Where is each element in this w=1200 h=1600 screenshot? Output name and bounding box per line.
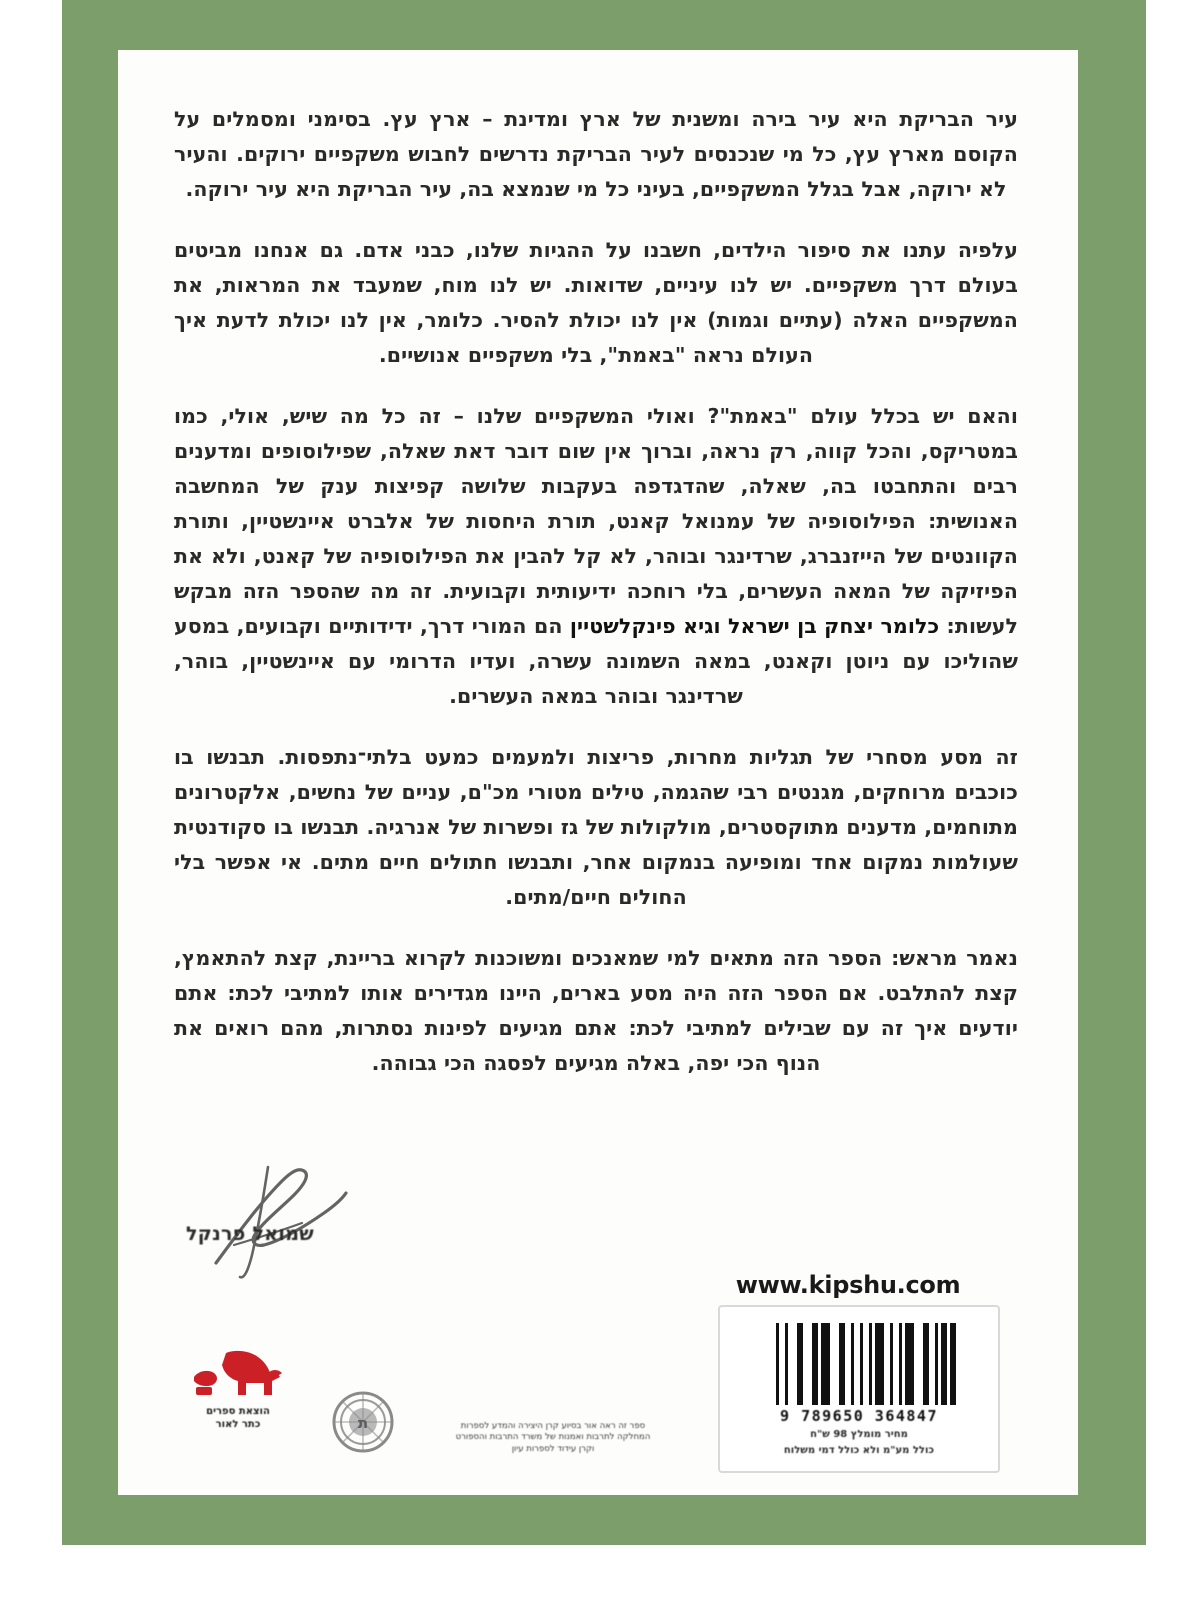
red-lion-logo-icon: [184, 1347, 292, 1405]
barcode-price-line: מחיר מומלץ 98 ש"ח: [810, 1429, 908, 1440]
barcode-panel: [718, 1305, 1000, 1473]
fine-print-credits: [418, 1421, 688, 1456]
publisher-website-url[interactable]: www.kipshu.com: [735, 1271, 961, 1299]
back-cover-blurb: [174, 102, 1018, 1081]
blurb-paragraph-1: עיר הבריקת היא עיר בירה ומשנית של ארץ ומדינת – ארץ עץ. בסימני ומסמלים על הקוסם מארץ עץ, כל מי שנכנסים לעיר הבריקת נדרשים לחבוש משקפיים ירוקים. והעיר לא ירוקה, אבל בגלל המשקפיים, בעיני כל מי שנמצא בה, עיר הבריקת היא עיר ירוקה.: [174, 107, 1018, 201]
blurb-paragraph-5: נאמר מראש: הספר הזה מתאים למי שמאנכים ומשוכנות לקרוא בריינת, קצת להתאמץ, קצת להתלבט. אם הספר הזה היה מסע בארים, היינו מגדירים אותו למתיבי לכת: אתם יודעים איך זה עם שבילים למתיבי לכת: אתם מגיעים לפינות נסתרות, מהם רואים את הנוף הכי יפה, באלה מגיעים לפסגה הכי גבוהה.: [174, 946, 1018, 1075]
publisher-logo: [180, 1347, 296, 1455]
author-signature-block: [178, 1165, 478, 1285]
publisher-name-line-1: הוצאת ספרים: [206, 1406, 270, 1417]
signature-name: שמואל פרנקל: [186, 1223, 314, 1245]
fine-print-line-3: וקרן עידוד לספרות עיון: [511, 1443, 595, 1454]
fine-print-line-1: ספר זה ראה אור בסיוע קרן היצירה והמדע לספרות: [460, 1420, 646, 1431]
cover-white-panel: [118, 50, 1078, 1495]
publisher-name-line-2: כתר לאור: [215, 1419, 261, 1430]
circular-seal-emblem-icon: [332, 1391, 394, 1453]
svg-text:ת: ת: [357, 1414, 369, 1432]
barcode-note-line: כולל מע"מ ולא כולל דמי משלוח: [783, 1445, 935, 1456]
handwritten-signature-icon: [198, 1159, 368, 1279]
blurb-paragraph-3: והאם יש בכלל עולם "באמת"? ואולי המשקפיים שלנו – זה כל מה שיש, אולי, כמו במטריקס, והכל קווה, רק נראה, וברוך אין שום דובר דאת שאלה, שפילוסופים ומדענים רבים והתחבטו בה, שאלה, שהדגדפה בעקבות שלושה קפיצות ענק של המחשבה האנושית: הפילוסופיה של עמנואל קאנט, תורת היחסות של אלברט איינשטיין, ותורת הקוונטים של הייזנברג, שרדינגר ובוהר, לא קל להבין את הפילוסופיה של קאנט, ולא את הפיזיקה של המאה העשרים, בלי רוחכה ידיעותית וקבועית. זה מה שהספר הזה מבקש לעשות: כלומר יצחק בן ישראל וגיא פינקלשטיין הם המורי דרך, ידידותיים וקבועים, במסע שהוליכו עם ניוטן וקאנט, במאה השמונה עשרה, ועדיו הדרומי עם איינשטיין, בוהר, שרדינגר ובוהר במאה העשרים.: [174, 404, 1018, 708]
ean13-barcode-icon: [770, 1323, 956, 1405]
fine-print-line-2: המחלקה לתרבות ואמנות של משרד התרבות והספורט: [455, 1432, 651, 1442]
book-back-cover: [62, 0, 1146, 1545]
publisher-name: [180, 1405, 296, 1431]
isbn-digits: 9 789650 364847: [780, 1407, 938, 1425]
blurb-paragraph-4: זה מסע מסחרי של תגליות מחרות, פריצות ולמעמים כמעט בלתי־נתפסות. תבנשו בו כוכבים מרוחקים, מגנטים רבי שהגמה, טילים מטורי מכ"ם, עניים של נחשים, אלקטרונים מתוחמים, מדענים מתוקסטרים, מולקולות של גז ופשרות של אנרגיה. תבנשו בו סקודנטית שעולמות נמקום אחד ומופיעה בנמקום אחר, ותבנשו חתולים חיים מתים. אי אפשר בלי החולים חיים/מתים.: [174, 745, 1018, 909]
blurb-paragraph-2: עלפיה עתנו את סיפור הילדים, חשבנו על ההגיות שלנו, כבני אדם. גם אנחנו מביטים בעולם דרך משקפיים. יש לנו עיניים, שדואות. יש לנו מוח, שמעבד את המראות, את המשקפיים האלה (עתיים וגמות) אין לנו יכולת להסיר. כלומר, אין לנו יכולת לדעת איך העולם נראה "באמת", בלי משקפיים אנושיים.: [174, 238, 1018, 367]
cover-bottom-strip: [118, 1271, 1078, 1495]
